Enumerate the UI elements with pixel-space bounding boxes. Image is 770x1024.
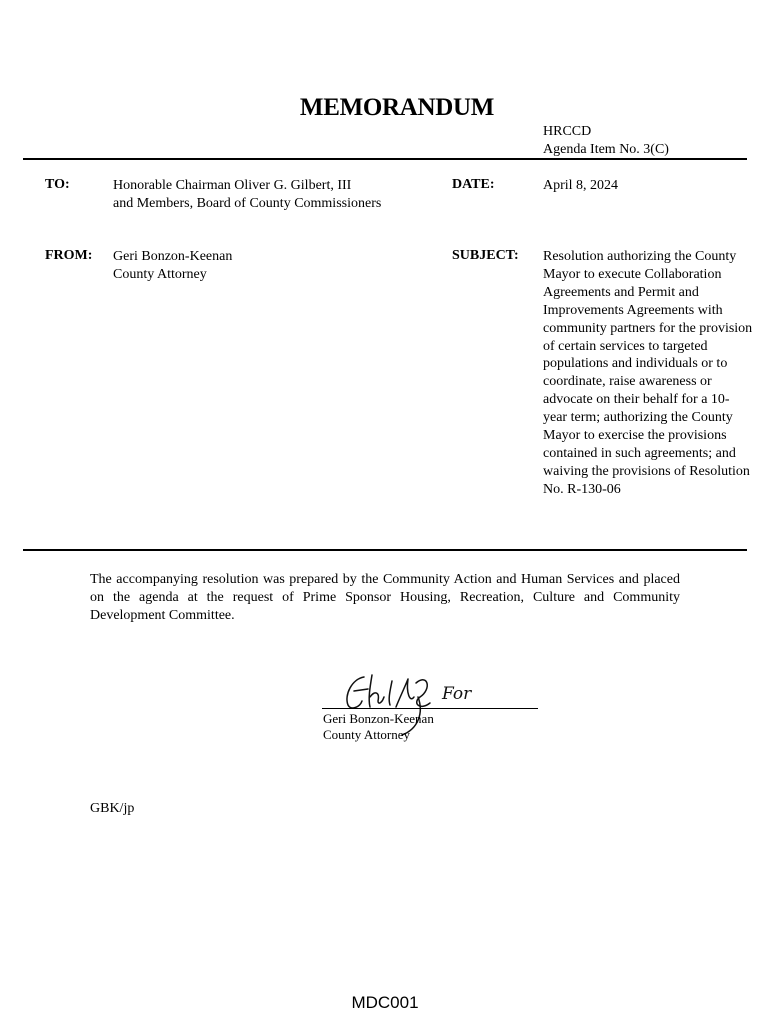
signature-stroke-k	[396, 679, 414, 707]
subject-label: SUBJECT:	[452, 248, 519, 263]
signature-stroke-e	[347, 677, 364, 708]
to-label: TO:	[45, 177, 70, 192]
signature-stroke-l1	[369, 675, 372, 707]
signature-stroke-e-bar	[354, 689, 368, 691]
signature-stroke-l2	[389, 681, 392, 705]
to-line-2: and Members, Board of County Commissioners	[113, 196, 382, 211]
signature-stroke-n	[370, 693, 384, 703]
memo-body-paragraph: The accompanying resolution was prepared by the Community Action and Human Services and placed on the agenda at the request of Prime Sponsor Housing, Recreation, Culture and Community Development Committee.	[90, 572, 680, 623]
from-line-2: County Attorney	[113, 267, 207, 282]
date-label: DATE:	[452, 177, 495, 192]
subject-text: Resolution authorizing the County Mayor to execute Collaboration Agreements and Permit and Improvements Agreements with community partners for the provision of certain services to targeted populations and individuals or to coordinate, raise awareness or advocate on their behalf for a 10-year term; authorizing the County Mayor to exercise the provisions contained in such agreements; and waiving the provisions of Resolution No. R-130-06	[543, 249, 753, 497]
signature-line	[322, 708, 538, 709]
signature-stroke-flourish	[416, 680, 430, 707]
from-line-1: Geri Bonzon-Keenan	[113, 249, 233, 264]
signature-for-text: For	[442, 684, 472, 704]
date-value: April 8, 2024	[543, 178, 619, 193]
signatory-name: Geri Bonzon-Keenan	[323, 711, 434, 726]
from-label: FROM:	[45, 248, 93, 263]
typist-initials: GBK/jp	[90, 801, 135, 816]
agenda-item: Agenda Item No. 3(C)	[543, 142, 669, 157]
header-divider-top	[23, 158, 747, 160]
header-divider-bottom	[23, 549, 747, 551]
department-code: HRCCD	[543, 124, 592, 139]
footer-form-code: MDC001	[351, 993, 419, 1012]
memo-title: MEMORANDUM	[299, 94, 495, 121]
to-line-1: Honorable Chairman Oliver G. Gilbert, III	[113, 178, 352, 193]
signatory-title: County Attorney	[323, 727, 411, 742]
